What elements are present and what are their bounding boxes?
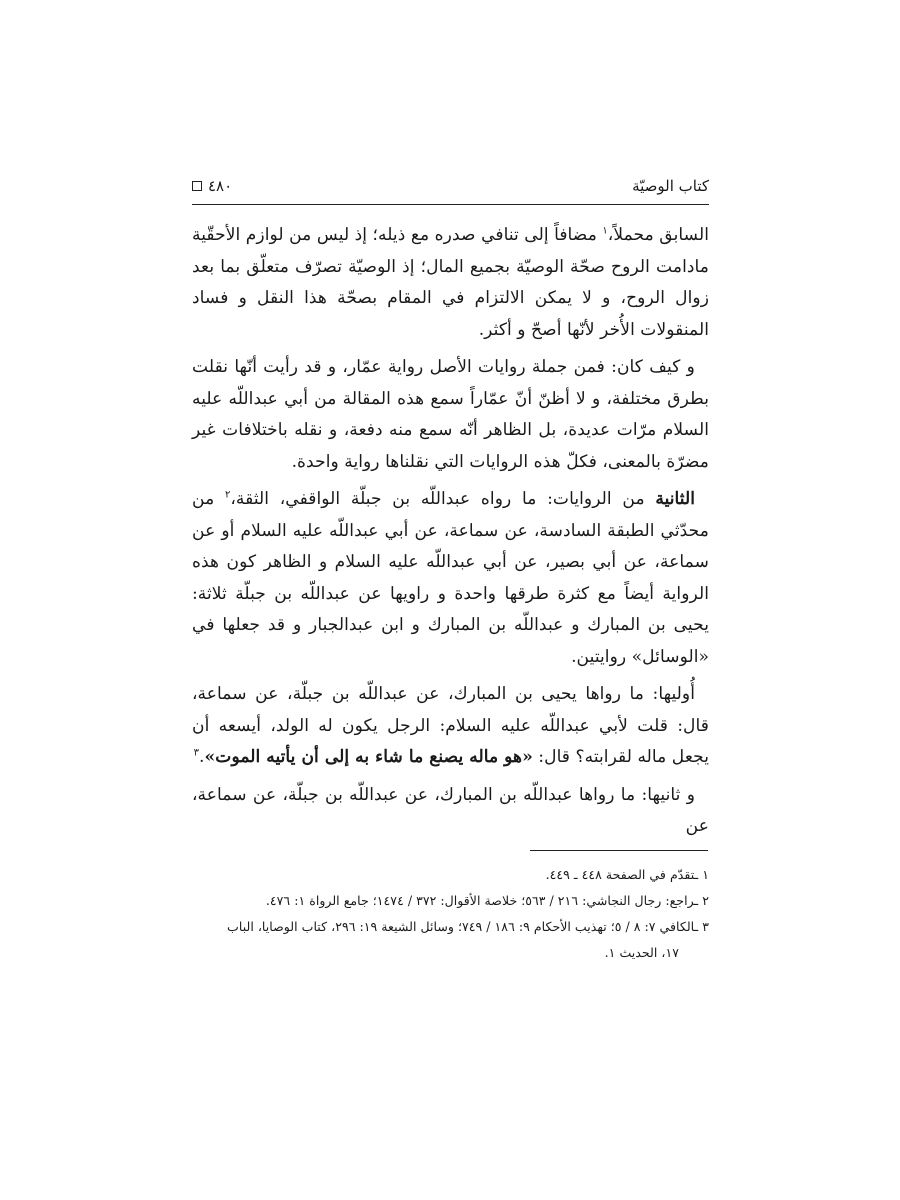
main-text: [192, 220, 709, 849]
paragraph-4: [192, 679, 709, 774]
footnote-text: راجع: رجال النجاشي: ٢١٦ / ٥٦٣؛ خلاصة الأقوال: ٣٧٢ / ١٤٧٤؛ جامع الرواة ١: ٤٧٦.: [265, 893, 695, 908]
page-number-group: [192, 177, 232, 195]
paragraph-text: السابق محملاً،: [607, 225, 709, 245]
square-icon: [192, 181, 202, 191]
footnote-text: تقدّم في الصفحة ٤٤٨ ـ ٤٤٩.: [545, 867, 695, 882]
paragraph-5: [192, 780, 709, 843]
footnote-number: ٢ ـ: [694, 893, 709, 908]
footnote-1: [192, 862, 709, 888]
paragraph-text: مضافاً إلى تنافي صدره مع ذيله؛ إذ ليس من لوازم الأحقّية مادامت الروح صحّة الوصيّة بجميع المال؛ إذ الوصيّة تصرّف متعلّق بما بعد زوال الروح، و لا يمكن الالتزام في المقام بصحّة هذا النقل و فساد المنقولات الأُخر لأنّها أصحّ و أكثر.: [192, 225, 709, 340]
footnote-ref[interactable]: ٢: [225, 489, 231, 501]
footnote-3: [192, 914, 709, 940]
footnote-number: ١ ـ: [694, 867, 709, 882]
footnotes: [192, 862, 709, 966]
footnote-number: ٣ ـ: [694, 919, 709, 934]
paragraph-1: [192, 220, 709, 346]
paragraph-text: و كيف كان: فمن جملة روايات الأصل رواية عمّار، و قد رأيت أنّها نقلت بطرق مختلفة، و لا أظنّ أنّ عمّاراً سمع هذه المقالة من أبي عبداللّه عليه السلام مرّات عديدة، بل الظاهر أنّه سمع منه دفعة، و نقله باختلافات غير مضرّة بالمعنى، فكلّ هذه الروايات التي نقلناها رواية واحدة.: [192, 357, 709, 472]
bold-lead: الثانية: [655, 489, 695, 509]
footnote-ref[interactable]: ١: [602, 225, 608, 237]
paragraph-text: من محدّثي الطبقة السادسة، عن سماعة، عن أبي عبداللّه عليه السلام أو عن سماعة، عن أبي بصير، عن أبي عبداللّه عليه السلام و الظاهر كون هذه الرواية أيضاً مع كثرة طرقها واحدة و راويها عن عبداللّه بن جبلّة ثلاثة: يحيى بن المبارك و عبداللّه بن المبارك و ابن عبدالجبار و قد جعلها في «الوسائل» روايتين.: [192, 489, 709, 667]
footnote-text: الكافي ٧: ٨ / ٥؛ تهذيب الأحكام ٩: ١٨٦ / ٧٤٩؛ وسائل الشيعة ١٩: ٢٩٦، كتاب الوصايا، الباب: [227, 919, 695, 934]
running-header: [192, 174, 709, 198]
paragraph-3: [192, 484, 709, 673]
book-title: كتاب الوصيّة: [632, 177, 709, 195]
paragraph-text: أُوليها: ما رواها يحيى بن المبارك، عن عبداللّه بن جبلّة، عن سماعة، قال: قلت لأبي عبداللّه عليه السلام: الرجل يكون له الولد، أيسعه أن يجعل ماله لقرابته؟ قال:: [192, 684, 709, 767]
paragraph-text: و ثانيها: ما رواها عبداللّه بن المبارك، عن عبداللّه بن جبلّة، عن سماعة، عن: [192, 784, 709, 836]
footnote-3-continuation: ١٧، الحديث ١.: [604, 945, 679, 960]
page-number: ٤٨٠: [208, 177, 233, 195]
paragraph-text: من الروايات: ما رواه عبداللّه بن جبلّة الواقفي، الثقة،: [230, 489, 656, 509]
footnote-rule: [530, 850, 708, 851]
footnote-ref[interactable]: ٣: [193, 747, 200, 759]
footnote-2: [192, 888, 709, 914]
header-rule: [192, 204, 709, 205]
bold-quote: «هو ماله يصنع ما شاء به إلى أن يأتيه الموت»: [204, 747, 533, 767]
paragraph-2: [192, 352, 709, 478]
paragraph-text: .: [199, 747, 205, 767]
